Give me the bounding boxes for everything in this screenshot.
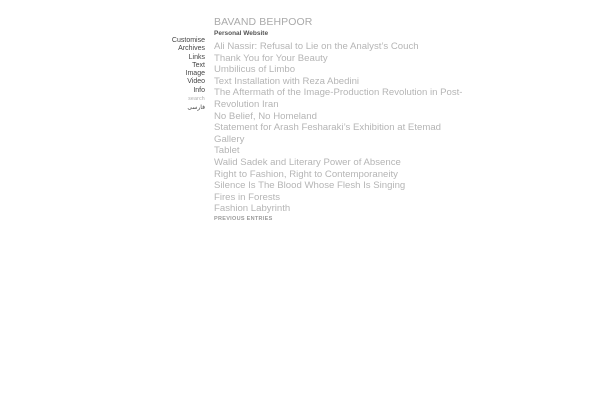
list-item — [214, 192, 474, 204]
entry-link[interactable]: Umbilicus of Limbo — [214, 64, 296, 76]
entry-link[interactable]: Text Installation with Reza Abedini — [214, 75, 360, 87]
list-item — [214, 64, 474, 76]
list-item — [214, 157, 474, 169]
list-item — [214, 53, 474, 65]
entry-link[interactable]: Statement for Arash Fesharaki’s Exhibition at Etemad Gallery — [214, 122, 441, 145]
sidebar-item-archives[interactable]: Archives — [178, 45, 205, 53]
sidebar-item-info[interactable]: Info — [193, 86, 205, 94]
entry-link[interactable]: Tablet — [214, 145, 240, 157]
list-item — [214, 87, 474, 110]
list-item — [214, 122, 474, 145]
list-item — [214, 180, 474, 192]
search-link[interactable]: search — [188, 96, 205, 103]
previous-entries-link[interactable]: PREVIOUS ENTRIES — [214, 215, 273, 222]
entry-link[interactable]: Ali Nassir: Refusal to Lie on the Analyst’s Couch — [214, 41, 419, 52]
sidebar-nav — [150, 37, 205, 113]
entry-link[interactable]: Right to Fashion, Right to Contemporaneity — [214, 168, 398, 180]
sidebar-item-video[interactable]: Video — [187, 78, 205, 86]
sidebar-item-image[interactable]: Image — [185, 70, 205, 78]
language-farsi-link[interactable]: فارسی — [187, 104, 205, 112]
list-item — [214, 145, 474, 157]
sidebar-item-links[interactable]: Links — [188, 53, 205, 61]
main-content — [214, 16, 474, 224]
entry-list — [214, 41, 474, 215]
entry-link[interactable]: Fashion Labyrinth — [214, 203, 291, 215]
entry-link[interactable]: No Belief, No Homeland — [214, 110, 317, 122]
list-item — [214, 41, 474, 53]
entry-link[interactable]: Thank You for Your Beauty — [214, 52, 328, 64]
entry-link[interactable]: Silence Is The Blood Whose Flesh Is Singing — [214, 180, 406, 192]
site-subtitle: Personal Website — [214, 30, 269, 37]
list-item — [214, 203, 474, 215]
entry-link[interactable]: Fires in Forests — [214, 191, 281, 203]
list-item — [214, 111, 474, 123]
entry-link[interactable]: Walid Sadek and Literary Power of Absence — [214, 156, 401, 168]
entry-link[interactable]: The Aftermath of the Image-Production Revolution in Post-Revolution Iran — [214, 87, 463, 110]
sidebar-item-customise[interactable]: Customise — [171, 37, 205, 44]
site-title[interactable]: BAVAND BEHPOOR — [214, 16, 313, 28]
sidebar-item-text[interactable]: Text — [192, 61, 205, 69]
list-item — [214, 169, 474, 181]
list-item — [214, 76, 474, 88]
